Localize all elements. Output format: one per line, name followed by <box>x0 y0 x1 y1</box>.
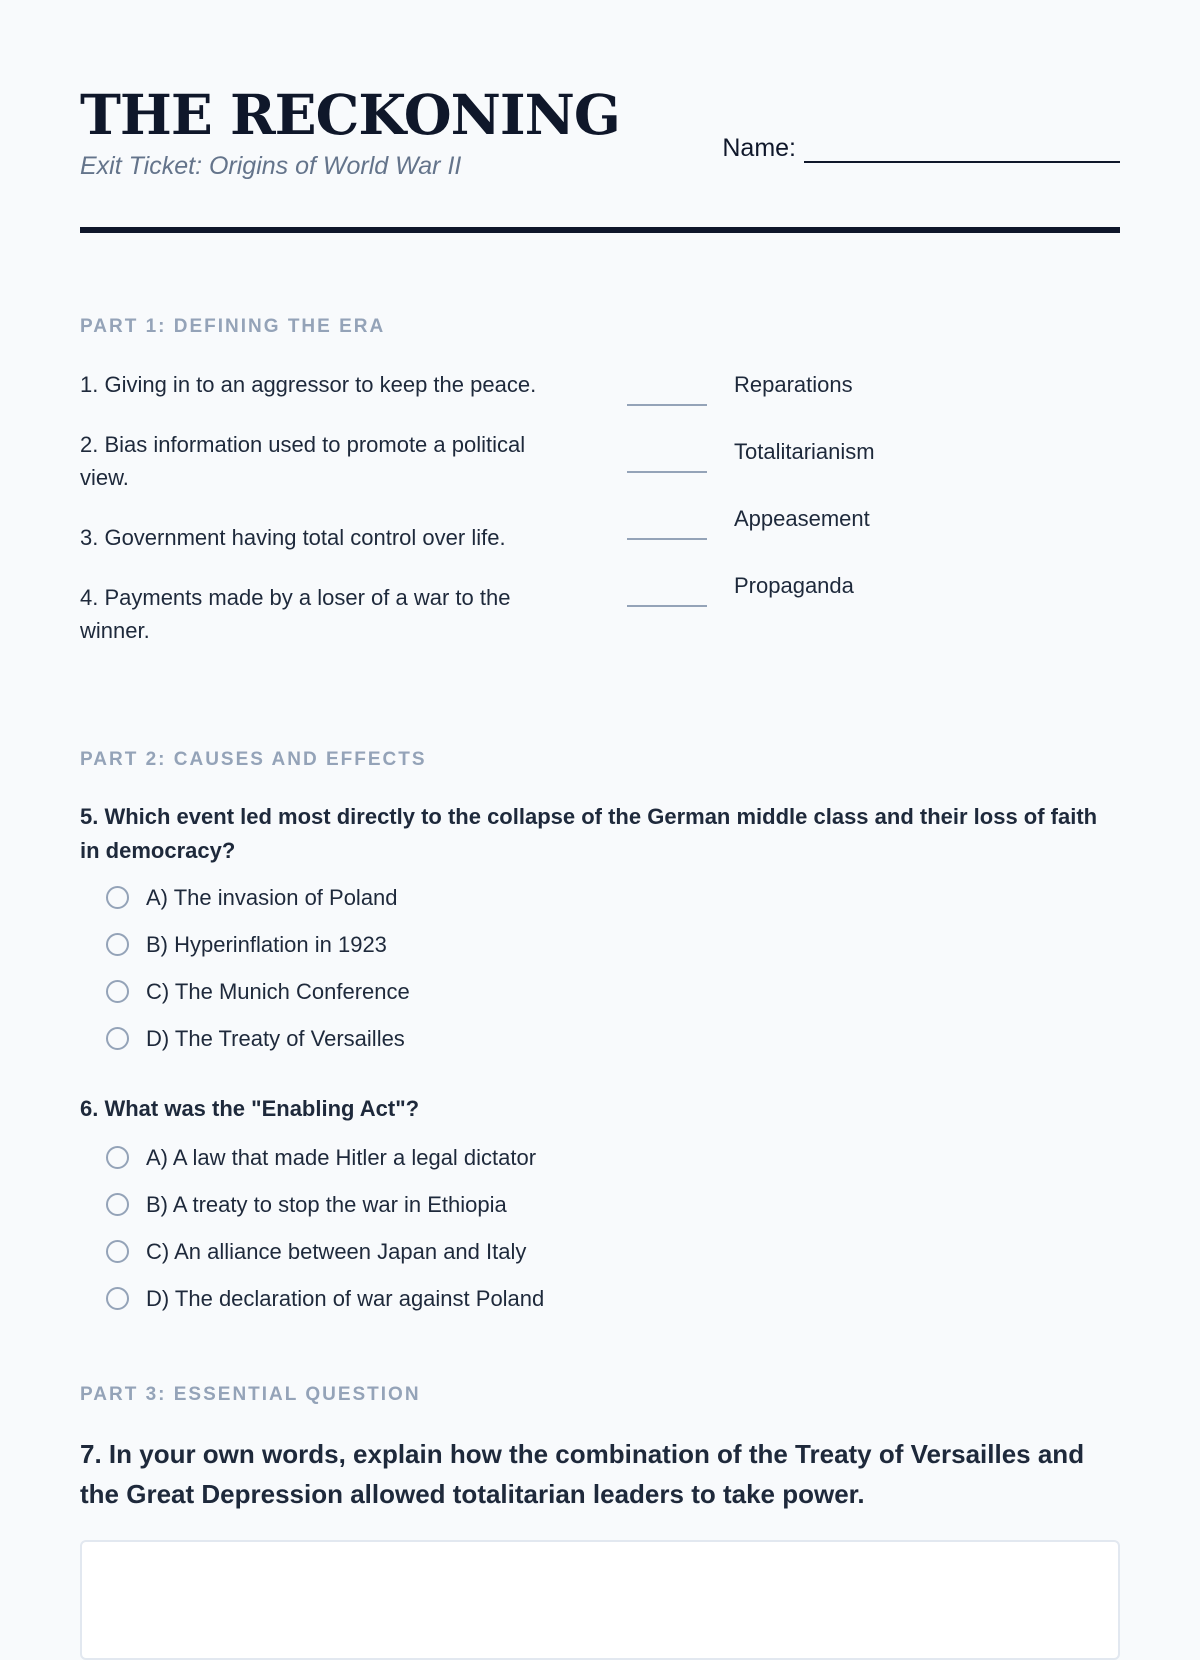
option-d[interactable] <box>106 1015 410 1062</box>
term-answer-blank[interactable] <box>627 538 707 540</box>
question-6: 6. What was the "Enabling Act"? <box>80 1096 420 1121</box>
radio-button[interactable] <box>106 1240 129 1263</box>
option-label: C) The Munich Conference <box>146 978 410 1004</box>
term-label: Totalitarianism <box>734 439 875 464</box>
radio-button[interactable] <box>106 980 129 1003</box>
term-answer-blank[interactable] <box>627 605 707 607</box>
definitions-list <box>80 368 580 674</box>
option-c[interactable] <box>106 968 410 1015</box>
option-label: D) The Treaty of Versailles <box>146 1025 405 1051</box>
option-b[interactable] <box>106 921 410 968</box>
option-label: B) A treaty to stop the war in Ethiopia <box>146 1191 507 1217</box>
option-a[interactable] <box>106 1134 544 1181</box>
question-5: 5. Which event led most directly to the collapse of the German middle class and their loss of faith in democracy? <box>80 804 1098 863</box>
radio-button[interactable] <box>106 1146 129 1169</box>
option-label: D) The declaration of war against Poland <box>146 1285 545 1311</box>
definition-item: 4. Payments made by a loser of a war to the winner. <box>80 585 511 643</box>
part1-label: PART 1: DEFINING THE ERA <box>80 316 386 337</box>
option-d[interactable] <box>106 1275 544 1322</box>
radio-button[interactable] <box>106 886 129 909</box>
option-label: A) The invasion of Poland <box>146 884 398 910</box>
option-label: A) A law that made Hitler a legal dictator <box>146 1144 537 1170</box>
term-answer-blank[interactable] <box>627 404 707 406</box>
option-label: B) Hyperinflation in 1923 <box>146 931 387 957</box>
option-label: C) An alliance between Japan and Italy <box>146 1238 527 1264</box>
part2-label: PART 2: CAUSES AND EFFECTS <box>80 749 427 770</box>
question-6-options <box>106 1134 544 1322</box>
definition-item: 1. Giving in to an aggressor to keep the peace. <box>80 372 537 397</box>
page-subtitle: Exit Ticket: Origins of World War II <box>80 152 462 180</box>
header-divider <box>80 227 1120 233</box>
name-blank-line[interactable] <box>804 137 1120 163</box>
essential-question: 7. In your own words, explain how the combination of the Treaty of Versailles and the Great Depression allowed totalitarian leaders to take power. <box>80 1439 1085 1509</box>
term-label: Reparations <box>734 372 853 397</box>
header <box>80 80 1120 230</box>
part3-label: PART 3: ESSENTIAL QUESTION <box>80 1384 421 1405</box>
option-c[interactable] <box>106 1228 544 1275</box>
option-b[interactable] <box>106 1181 544 1228</box>
term-answer-blank[interactable] <box>627 471 707 473</box>
radio-button[interactable] <box>106 1287 129 1310</box>
question-5-options <box>106 874 410 1062</box>
definition-item: 2. Bias information used to promote a political view. <box>80 432 526 490</box>
option-a[interactable] <box>106 874 410 921</box>
term-label: Propaganda <box>734 573 854 598</box>
answer-textarea[interactable] <box>80 1540 1120 1660</box>
term-label: Appeasement <box>734 506 870 531</box>
radio-button[interactable] <box>106 1193 129 1216</box>
page-title: THE RECKONING <box>80 82 620 147</box>
radio-button[interactable] <box>106 933 129 956</box>
name-field[interactable] <box>722 134 1120 163</box>
name-label: Name: <box>722 134 796 162</box>
definition-item: 3. Government having total control over life. <box>80 525 506 550</box>
radio-button[interactable] <box>106 1027 129 1050</box>
